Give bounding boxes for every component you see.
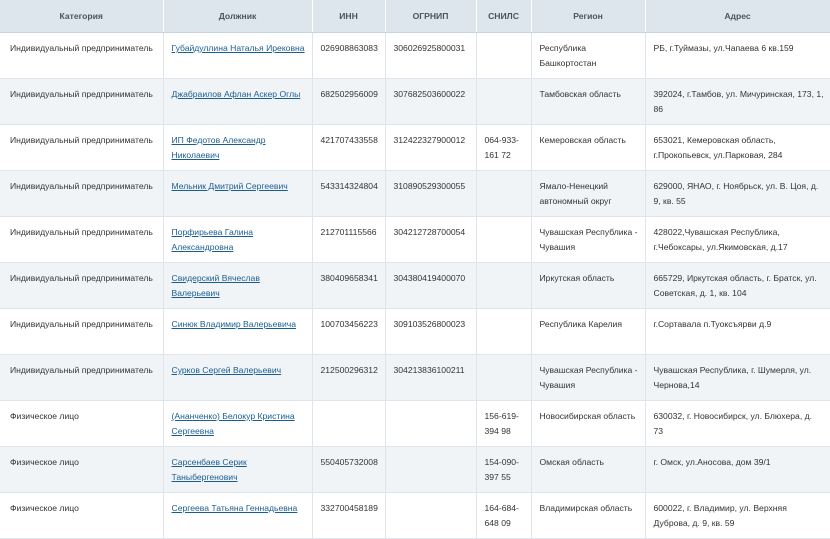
- column-header-region[interactable]: Регион: [531, 0, 645, 33]
- snils-cell: 164-684-648 09: [476, 493, 531, 539]
- snils-cell: [476, 217, 531, 263]
- debtor-link[interactable]: Губайдуллина Наталья Ирековна: [171, 43, 305, 53]
- ogrnip-cell: [385, 493, 476, 539]
- column-header-category[interactable]: Категория: [0, 0, 163, 33]
- inn-cell: 380409658341: [312, 263, 385, 309]
- category-cell: Индивидуальный предприниматель: [0, 125, 163, 171]
- debtor-link[interactable]: Сарсенбаев Серик Таныбергенович: [171, 457, 247, 482]
- ogrnip-cell: 304380419400070: [385, 263, 476, 309]
- debtor-link[interactable]: (Ананченко) Белокур Кристина Сергеевна: [171, 411, 295, 436]
- snils-cell: [476, 79, 531, 125]
- category-cell: Физическое лицо: [0, 447, 163, 493]
- ogrnip-cell: 309103526800023: [385, 309, 476, 355]
- table-row: [0, 263, 830, 309]
- inn-cell: 212500296312: [312, 355, 385, 401]
- address-cell: 653021, Кемеровская область, г.Прокопьевск, ул.Парковая, 284: [645, 125, 830, 171]
- address-cell: 630032, г. Новосибирск, ул. Блюхера, д. 73: [645, 401, 830, 447]
- snils-cell: [476, 171, 531, 217]
- address-cell: Чувашская Республика, г. Шумерля, ул. Чернова,14: [645, 355, 830, 401]
- inn-cell: 332700458189: [312, 493, 385, 539]
- table-row: [0, 355, 830, 401]
- address-cell: 428022,Чувашская Республика, г.Чебоксары, ул.Якимовская, д.17: [645, 217, 830, 263]
- inn-cell: 212701115566: [312, 217, 385, 263]
- debtor-link[interactable]: Сергеева Татьяна Геннадьевна: [171, 503, 298, 513]
- ogrnip-cell: [385, 447, 476, 493]
- table-row: [0, 309, 830, 355]
- inn-cell: 421707433558: [312, 125, 385, 171]
- inn-cell: 026908863083: [312, 33, 385, 79]
- table-row: [0, 447, 830, 493]
- category-cell: Физическое лицо: [0, 493, 163, 539]
- address-cell: г. Омск, ул.Аносова, дом 39/1: [645, 447, 830, 493]
- table-row: [0, 125, 830, 171]
- snils-cell: [476, 33, 531, 79]
- debtor-cell: [163, 33, 312, 79]
- debtor-link[interactable]: Порфирьева Галина Александровна: [171, 227, 254, 252]
- inn-cell: 543314324804: [312, 171, 385, 217]
- ogrnip-cell: 304212728700054: [385, 217, 476, 263]
- debtor-cell: [163, 355, 312, 401]
- category-cell: Индивидуальный предприниматель: [0, 355, 163, 401]
- ogrnip-cell: 310890529300055: [385, 171, 476, 217]
- snils-cell: [476, 263, 531, 309]
- region-cell: Тамбовская область: [531, 79, 645, 125]
- category-cell: Индивидуальный предприниматель: [0, 33, 163, 79]
- debtor-cell: [163, 447, 312, 493]
- debtor-cell: [163, 79, 312, 125]
- snils-cell: [476, 355, 531, 401]
- snils-cell: 154-090-397 55: [476, 447, 531, 493]
- column-header-debtor[interactable]: Должник: [163, 0, 312, 33]
- table-row: [0, 33, 830, 79]
- debtor-cell: [163, 263, 312, 309]
- address-cell: 629000, ЯНАО, г. Ноябрьск, ул. В. Цоя, д. 9, кв. 55: [645, 171, 830, 217]
- address-cell: 665729, Иркутская область, г. Братск, ул. Советская, д. 1, кв. 104: [645, 263, 830, 309]
- region-cell: Республика Башкортостан: [531, 33, 645, 79]
- table-header-row: [0, 0, 830, 33]
- debtor-link[interactable]: Сурков Сергей Валерьевич: [171, 365, 282, 375]
- debtor-link[interactable]: Свидерский Вячеслав Валерьевич: [171, 273, 260, 298]
- category-cell: Индивидуальный предприниматель: [0, 79, 163, 125]
- debtor-cell: [163, 125, 312, 171]
- address-cell: 392024, г.Тамбов, ул. Мичуринская, 173, 1, 86: [645, 79, 830, 125]
- address-cell: 600022, г. Владимир, ул. Верхняя Дуброва, д. 9, кв. 59: [645, 493, 830, 539]
- inn-cell: 550405732008: [312, 447, 385, 493]
- table-row: [0, 493, 830, 539]
- debtor-link[interactable]: Синюк Владимир Валерьевича: [171, 319, 297, 329]
- snils-cell: [476, 309, 531, 355]
- table-row: [0, 401, 830, 447]
- inn-cell: 682502956009: [312, 79, 385, 125]
- debtor-link[interactable]: Мельник Дмитрий Сергеевич: [171, 181, 288, 191]
- table-row: [0, 79, 830, 125]
- debtor-link[interactable]: Джабраилов Афлан Аскер Оглы: [171, 89, 301, 99]
- region-cell: Омская область: [531, 447, 645, 493]
- category-cell: Индивидуальный предприниматель: [0, 263, 163, 309]
- column-header-ogrnip[interactable]: ОГРНИП: [385, 0, 476, 33]
- ogrnip-cell: 312422327900012: [385, 125, 476, 171]
- category-cell: Физическое лицо: [0, 401, 163, 447]
- region-cell: Ямало-Ненецкий автономный округ: [531, 171, 645, 217]
- inn-cell: [312, 401, 385, 447]
- table-row: [0, 217, 830, 263]
- region-cell: Кемеровская область: [531, 125, 645, 171]
- region-cell: Чувашская Республика - Чувашия: [531, 355, 645, 401]
- region-cell: Владимирская область: [531, 493, 645, 539]
- category-cell: Индивидуальный предприниматель: [0, 309, 163, 355]
- region-cell: Чувашская Республика - Чувашия: [531, 217, 645, 263]
- column-header-address[interactable]: Адрес: [645, 0, 830, 33]
- region-cell: Республика Карелия: [531, 309, 645, 355]
- address-cell: РБ, г.Туймазы, ул.Чапаева 6 кв.159: [645, 33, 830, 79]
- ogrnip-cell: 306026925800031: [385, 33, 476, 79]
- ogrnip-cell: [385, 401, 476, 447]
- column-header-inn[interactable]: ИНН: [312, 0, 385, 33]
- region-cell: Новосибирская область: [531, 401, 645, 447]
- debtor-cell: [163, 217, 312, 263]
- snils-cell: 156-619-394 98: [476, 401, 531, 447]
- debtor-cell: [163, 309, 312, 355]
- category-cell: Индивидуальный предприниматель: [0, 217, 163, 263]
- table-row: [0, 171, 830, 217]
- inn-cell: 100703456223: [312, 309, 385, 355]
- snils-cell: 064-933-161 72: [476, 125, 531, 171]
- region-cell: Иркутская область: [531, 263, 645, 309]
- debtor-link[interactable]: ИП Федотов Александр Николаевич: [171, 135, 266, 160]
- ogrnip-cell: 307682503600022: [385, 79, 476, 125]
- address-cell: г.Сортавала п.Туоксъярви д.9: [645, 309, 830, 355]
- column-header-snils[interactable]: СНИЛС: [476, 0, 531, 33]
- debtor-cell: [163, 401, 312, 447]
- category-cell: Индивидуальный предприниматель: [0, 171, 163, 217]
- ogrnip-cell: 304213836100211: [385, 355, 476, 401]
- debtor-cell: [163, 493, 312, 539]
- debtor-cell: [163, 171, 312, 217]
